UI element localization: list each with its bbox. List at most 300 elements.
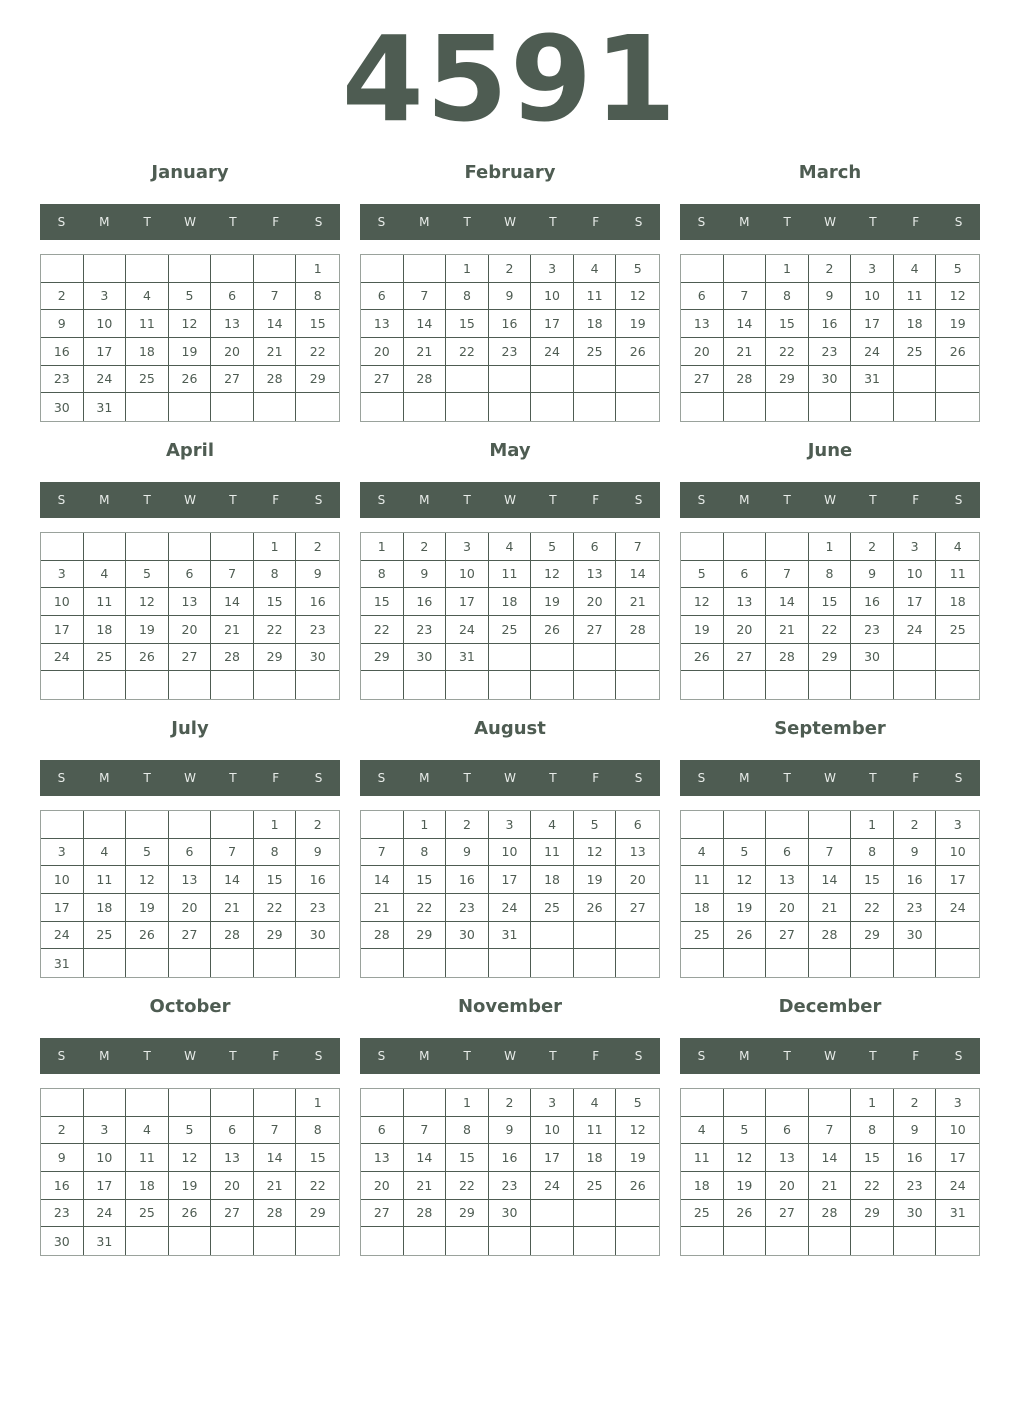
- month-name: June: [807, 440, 853, 461]
- day-cell: 2: [851, 533, 894, 561]
- day-cell: [574, 949, 617, 977]
- day-cell: [254, 1089, 297, 1117]
- day-cell: [296, 393, 339, 421]
- weekday-label: F: [912, 771, 920, 785]
- day-cell: 3: [41, 561, 84, 589]
- day-cell: 10: [41, 866, 84, 894]
- day-cell: [574, 366, 617, 394]
- day-cell: 14: [724, 310, 767, 338]
- day-cell: [936, 1227, 979, 1255]
- weekday-label: S: [634, 1049, 643, 1063]
- day-cell: 11: [84, 866, 127, 894]
- weekday-label: T: [229, 1049, 237, 1063]
- weekday-label: W: [504, 771, 516, 785]
- day-cell: 10: [894, 561, 937, 589]
- day-cell: 6: [211, 1117, 254, 1145]
- day-cell: [361, 1227, 404, 1255]
- day-cell: 1: [254, 811, 297, 839]
- day-cell: [766, 949, 809, 977]
- day-cell: [894, 393, 937, 421]
- day-cell: [809, 949, 852, 977]
- day-cell: 20: [361, 338, 404, 366]
- day-cell: [681, 811, 724, 839]
- day-cell: 6: [766, 839, 809, 867]
- weekday-label: S: [314, 493, 323, 507]
- day-cell: 20: [681, 338, 724, 366]
- day-cell: 26: [724, 1200, 767, 1228]
- day-cell: [404, 1227, 447, 1255]
- weekday-label: M: [419, 215, 430, 229]
- day-cell: 27: [681, 366, 724, 394]
- day-cell: [404, 671, 447, 699]
- day-cell: [211, 811, 254, 839]
- day-grid: [40, 1088, 340, 1256]
- day-cell: 11: [681, 1144, 724, 1172]
- day-cell: 20: [169, 894, 212, 922]
- weekday-label: T: [869, 493, 877, 507]
- day-cell: 28: [254, 366, 297, 394]
- day-cell: 29: [851, 1200, 894, 1228]
- day-cell: 19: [126, 616, 169, 644]
- day-cell: [41, 1089, 84, 1117]
- day-cell: 21: [809, 1172, 852, 1200]
- day-cell: 13: [211, 1144, 254, 1172]
- day-cell: 6: [361, 1117, 404, 1145]
- day-cell: 1: [851, 1089, 894, 1117]
- day-cell: 23: [851, 616, 894, 644]
- weekday-label: T: [463, 493, 471, 507]
- day-cell: 23: [296, 894, 339, 922]
- day-cell: 18: [574, 1144, 617, 1172]
- day-cell: 3: [936, 811, 979, 839]
- weekday-label: S: [697, 771, 706, 785]
- weekday-label: T: [783, 1049, 791, 1063]
- day-cell: 14: [809, 866, 852, 894]
- day-cell: 15: [404, 866, 447, 894]
- day-cell: 5: [936, 255, 979, 283]
- day-cell: 4: [681, 1117, 724, 1145]
- day-cell: 12: [616, 283, 659, 311]
- day-cell: 30: [296, 644, 339, 672]
- day-cell: 10: [936, 839, 979, 867]
- day-cell: 31: [936, 1200, 979, 1228]
- day-cell: 25: [489, 616, 532, 644]
- day-cell: 4: [84, 839, 127, 867]
- day-cell: 15: [446, 1144, 489, 1172]
- day-cell: 3: [489, 811, 532, 839]
- day-cell: 28: [211, 922, 254, 950]
- day-cell: [766, 811, 809, 839]
- weekday-label: F: [912, 215, 920, 229]
- day-cell: [531, 922, 574, 950]
- day-cell: 21: [616, 588, 659, 616]
- day-cell: 24: [489, 894, 532, 922]
- day-cell: 13: [169, 588, 212, 616]
- day-cell: 12: [126, 866, 169, 894]
- day-cell: 6: [361, 283, 404, 311]
- weekday-header: [40, 1038, 340, 1074]
- weekday-label: T: [549, 493, 557, 507]
- day-cell: [531, 671, 574, 699]
- day-cell: 19: [724, 894, 767, 922]
- day-cell: 24: [446, 616, 489, 644]
- day-cell: 14: [254, 310, 297, 338]
- day-cell: 2: [489, 1089, 532, 1117]
- day-cell: 27: [574, 616, 617, 644]
- day-cell: 24: [41, 922, 84, 950]
- day-cell: 28: [361, 922, 404, 950]
- day-cell: 14: [766, 588, 809, 616]
- day-cell: 20: [766, 894, 809, 922]
- month-name: September: [774, 718, 886, 739]
- month-name: February: [464, 162, 556, 183]
- day-cell: 3: [531, 1089, 574, 1117]
- weekday-label: W: [504, 215, 516, 229]
- day-cell: 28: [254, 1200, 297, 1228]
- day-cell: 27: [724, 644, 767, 672]
- day-cell: 25: [126, 1200, 169, 1228]
- day-cell: [84, 811, 127, 839]
- day-cell: 29: [254, 922, 297, 950]
- day-cell: 16: [489, 1144, 532, 1172]
- weekday-label: S: [57, 1049, 66, 1063]
- day-cell: [681, 1227, 724, 1255]
- month-name: November: [457, 996, 563, 1017]
- day-cell: 28: [724, 366, 767, 394]
- day-cell: [681, 1089, 724, 1117]
- weekday-label: T: [783, 493, 791, 507]
- weekday-label: W: [184, 1049, 196, 1063]
- day-cell: 2: [894, 811, 937, 839]
- day-cell: [126, 949, 169, 977]
- day-cell: 20: [766, 1172, 809, 1200]
- weekday-label: F: [912, 1049, 920, 1063]
- weekday-label: T: [463, 215, 471, 229]
- day-cell: [361, 949, 404, 977]
- day-cell: 23: [894, 894, 937, 922]
- day-cell: [936, 393, 979, 421]
- day-cell: 2: [894, 1089, 937, 1117]
- day-cell: 13: [724, 588, 767, 616]
- day-cell: [211, 949, 254, 977]
- weekday-label: M: [739, 771, 750, 785]
- day-cell: 9: [894, 1117, 937, 1145]
- weekday-label: M: [739, 215, 750, 229]
- day-cell: 12: [681, 588, 724, 616]
- weekday-header: [680, 204, 980, 240]
- day-cell: 23: [489, 338, 532, 366]
- weekday-label: S: [57, 771, 66, 785]
- weekday-label: M: [419, 1049, 430, 1063]
- day-cell: 27: [361, 366, 404, 394]
- day-cell: [361, 393, 404, 421]
- day-cell: 26: [169, 1200, 212, 1228]
- day-cell: 9: [296, 839, 339, 867]
- day-cell: [681, 949, 724, 977]
- day-cell: 7: [724, 283, 767, 311]
- day-cell: 11: [894, 283, 937, 311]
- day-cell: 5: [681, 561, 724, 589]
- day-cell: 24: [894, 616, 937, 644]
- day-cell: 26: [126, 644, 169, 672]
- day-cell: 26: [616, 1172, 659, 1200]
- day-cell: 7: [404, 1117, 447, 1145]
- weekday-label: S: [954, 215, 963, 229]
- day-cell: 11: [531, 839, 574, 867]
- day-cell: [724, 533, 767, 561]
- day-cell: 17: [894, 588, 937, 616]
- weekday-label: S: [634, 493, 643, 507]
- day-cell: 25: [681, 922, 724, 950]
- day-cell: [404, 393, 447, 421]
- day-cell: 11: [489, 561, 532, 589]
- day-cell: 29: [404, 922, 447, 950]
- day-cell: 10: [936, 1117, 979, 1145]
- day-cell: 27: [169, 644, 212, 672]
- day-cell: 29: [446, 1200, 489, 1228]
- weekday-header: [360, 204, 660, 240]
- day-cell: 21: [404, 1172, 447, 1200]
- day-cell: [446, 949, 489, 977]
- day-cell: [446, 393, 489, 421]
- weekday-label: S: [57, 493, 66, 507]
- weekday-label: F: [912, 493, 920, 507]
- day-cell: 28: [766, 644, 809, 672]
- day-cell: 4: [126, 1117, 169, 1145]
- day-cell: [84, 1089, 127, 1117]
- day-cell: 22: [809, 616, 852, 644]
- day-cell: [724, 949, 767, 977]
- weekday-label: T: [229, 215, 237, 229]
- day-cell: 8: [766, 283, 809, 311]
- day-cell: 9: [894, 839, 937, 867]
- weekday-label: T: [549, 771, 557, 785]
- day-cell: [894, 671, 937, 699]
- weekday-label: S: [697, 1049, 706, 1063]
- day-cell: 25: [894, 338, 937, 366]
- day-cell: 1: [404, 811, 447, 839]
- day-cell: [616, 644, 659, 672]
- day-cell: 18: [894, 310, 937, 338]
- day-cell: 2: [296, 811, 339, 839]
- weekday-label: F: [272, 1049, 280, 1063]
- day-cell: 22: [851, 894, 894, 922]
- day-cell: 10: [531, 1117, 574, 1145]
- weekday-label: T: [463, 1049, 471, 1063]
- day-cell: 30: [489, 1200, 532, 1228]
- day-cell: 12: [531, 561, 574, 589]
- day-cell: [574, 1227, 617, 1255]
- day-cell: 30: [851, 644, 894, 672]
- day-cell: 30: [894, 1200, 937, 1228]
- day-cell: 5: [616, 1089, 659, 1117]
- day-cell: [936, 644, 979, 672]
- day-cell: [41, 671, 84, 699]
- weekday-label: S: [314, 771, 323, 785]
- weekday-label: F: [592, 771, 600, 785]
- weekday-label: W: [504, 493, 516, 507]
- day-cell: 12: [616, 1117, 659, 1145]
- day-cell: [361, 811, 404, 839]
- day-cell: 2: [809, 255, 852, 283]
- day-cell: [766, 671, 809, 699]
- day-cell: 9: [809, 283, 852, 311]
- day-cell: 20: [616, 866, 659, 894]
- day-cell: 6: [574, 533, 617, 561]
- day-cell: 31: [84, 1227, 127, 1255]
- day-cell: 7: [809, 839, 852, 867]
- day-cell: 17: [936, 866, 979, 894]
- day-cell: 16: [809, 310, 852, 338]
- day-cell: 24: [851, 338, 894, 366]
- weekday-label: F: [272, 215, 280, 229]
- day-cell: 9: [404, 561, 447, 589]
- weekday-label: S: [697, 215, 706, 229]
- day-cell: 1: [296, 1089, 339, 1117]
- month-name: October: [149, 996, 231, 1017]
- weekday-label: M: [739, 1049, 750, 1063]
- day-cell: 8: [446, 1117, 489, 1145]
- day-cell: 29: [809, 644, 852, 672]
- day-cell: 3: [84, 283, 127, 311]
- day-cell: 8: [254, 839, 297, 867]
- day-cell: 19: [616, 310, 659, 338]
- day-cell: 13: [766, 1144, 809, 1172]
- day-cell: 15: [361, 588, 404, 616]
- day-cell: 5: [531, 533, 574, 561]
- day-cell: 26: [169, 366, 212, 394]
- day-cell: [851, 393, 894, 421]
- day-cell: 9: [489, 283, 532, 311]
- day-cell: 16: [446, 866, 489, 894]
- day-cell: [616, 393, 659, 421]
- day-cell: 3: [894, 533, 937, 561]
- weekday-label: T: [143, 215, 151, 229]
- day-cell: [169, 255, 212, 283]
- day-cell: 21: [254, 338, 297, 366]
- day-cell: 19: [574, 866, 617, 894]
- day-cell: 30: [809, 366, 852, 394]
- day-cell: 2: [296, 533, 339, 561]
- weekday-label: W: [184, 215, 196, 229]
- day-cell: 3: [84, 1117, 127, 1145]
- day-cell: 15: [766, 310, 809, 338]
- day-cell: 14: [211, 588, 254, 616]
- month-name: March: [798, 162, 862, 183]
- day-cell: [126, 533, 169, 561]
- day-cell: [84, 533, 127, 561]
- day-cell: [361, 255, 404, 283]
- day-cell: 11: [126, 1144, 169, 1172]
- day-grid: [680, 1088, 980, 1256]
- day-cell: 8: [851, 839, 894, 867]
- day-cell: 17: [936, 1144, 979, 1172]
- day-cell: [894, 1227, 937, 1255]
- day-cell: 28: [404, 366, 447, 394]
- day-cell: 24: [41, 644, 84, 672]
- day-cell: 29: [766, 366, 809, 394]
- weekday-label: T: [783, 771, 791, 785]
- day-cell: 18: [126, 338, 169, 366]
- day-cell: [41, 811, 84, 839]
- day-cell: [531, 393, 574, 421]
- day-cell: 27: [169, 922, 212, 950]
- day-cell: 15: [446, 310, 489, 338]
- day-cell: [296, 671, 339, 699]
- day-cell: 19: [126, 894, 169, 922]
- day-cell: 25: [84, 922, 127, 950]
- day-cell: 24: [84, 366, 127, 394]
- day-cell: 19: [724, 1172, 767, 1200]
- day-cell: 16: [851, 588, 894, 616]
- day-cell: 12: [169, 1144, 212, 1172]
- weekday-label: S: [954, 493, 963, 507]
- weekday-label: T: [143, 771, 151, 785]
- weekday-label: S: [377, 493, 386, 507]
- day-cell: 3: [936, 1089, 979, 1117]
- day-cell: 2: [489, 255, 532, 283]
- day-cell: 5: [574, 811, 617, 839]
- day-grid: [360, 1088, 660, 1256]
- day-cell: 21: [809, 894, 852, 922]
- day-cell: 5: [724, 1117, 767, 1145]
- weekday-label: W: [824, 215, 836, 229]
- day-cell: 10: [84, 310, 127, 338]
- day-cell: [809, 811, 852, 839]
- day-cell: [894, 644, 937, 672]
- day-cell: [936, 949, 979, 977]
- day-cell: [574, 922, 617, 950]
- day-cell: [724, 671, 767, 699]
- weekday-header: [360, 482, 660, 518]
- day-cell: [616, 1227, 659, 1255]
- day-cell: 6: [681, 283, 724, 311]
- weekday-label: S: [377, 215, 386, 229]
- day-cell: 19: [936, 310, 979, 338]
- day-cell: 13: [574, 561, 617, 589]
- day-cell: [616, 922, 659, 950]
- day-cell: 7: [254, 283, 297, 311]
- day-cell: [574, 671, 617, 699]
- day-cell: [851, 671, 894, 699]
- day-cell: 3: [41, 839, 84, 867]
- day-cell: [489, 949, 532, 977]
- day-cell: [169, 1227, 212, 1255]
- day-cell: 26: [936, 338, 979, 366]
- day-cell: [126, 1227, 169, 1255]
- day-cell: 27: [361, 1200, 404, 1228]
- day-cell: 14: [211, 866, 254, 894]
- weekday-label: W: [824, 1049, 836, 1063]
- weekday-label: S: [377, 771, 386, 785]
- day-cell: [446, 366, 489, 394]
- day-cell: 25: [936, 616, 979, 644]
- weekday-label: S: [697, 493, 706, 507]
- day-cell: 1: [809, 533, 852, 561]
- day-cell: 8: [809, 561, 852, 589]
- day-cell: 29: [296, 366, 339, 394]
- day-cell: [809, 1089, 852, 1117]
- day-cell: [84, 255, 127, 283]
- weekday-label: T: [783, 215, 791, 229]
- day-cell: 8: [851, 1117, 894, 1145]
- day-cell: 1: [361, 533, 404, 561]
- day-cell: [531, 366, 574, 394]
- day-cell: [361, 671, 404, 699]
- weekday-label: F: [272, 493, 280, 507]
- day-cell: [766, 533, 809, 561]
- day-cell: [169, 393, 212, 421]
